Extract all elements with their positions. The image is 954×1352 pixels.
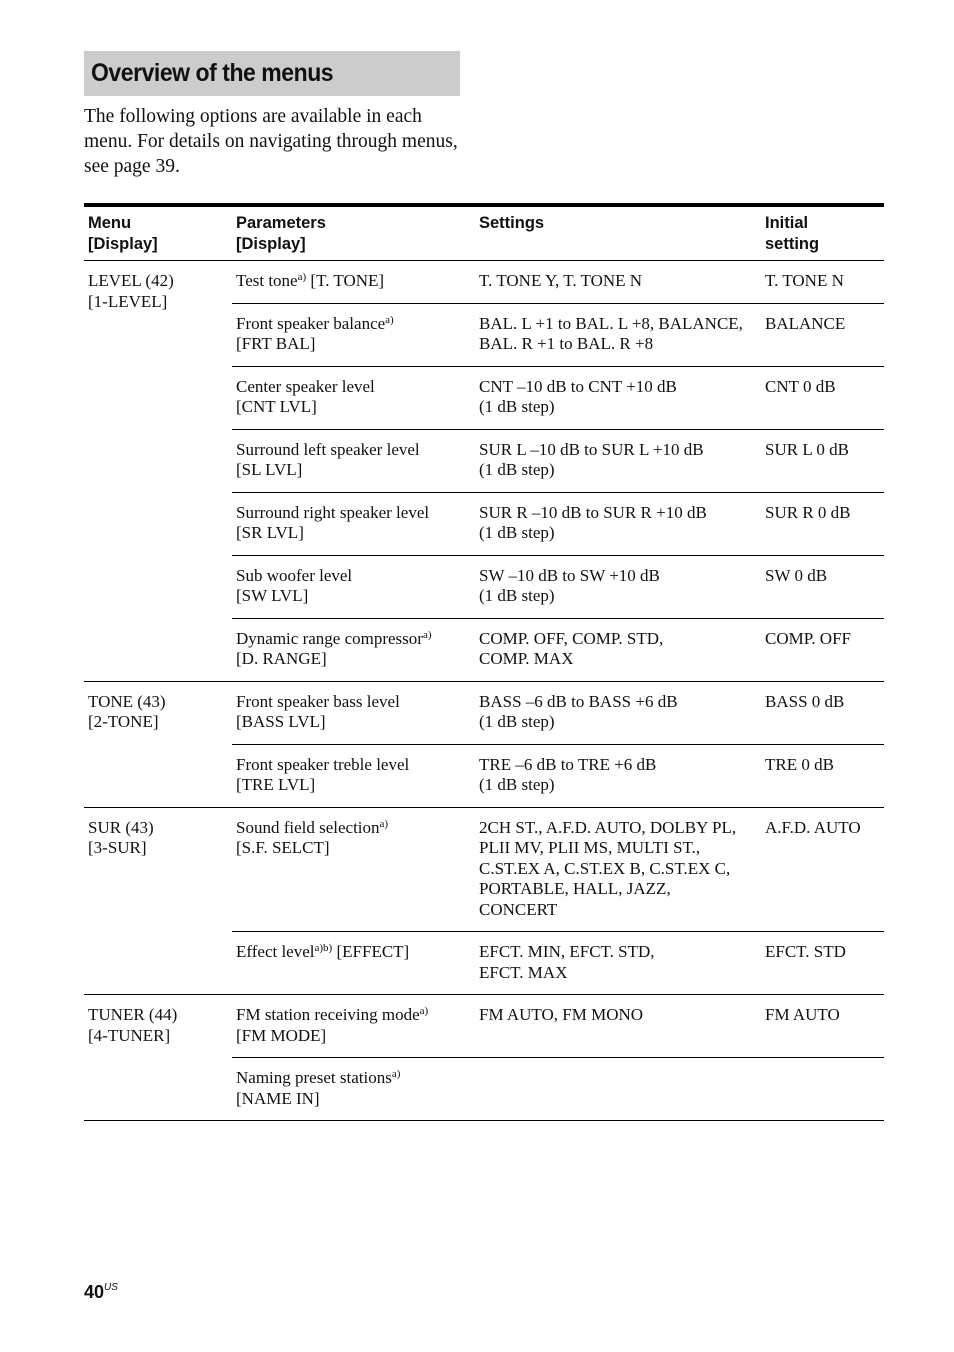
table-row	[84, 681, 884, 744]
settings-cell: COMP. OFF, COMP. STD, COMP. MAX	[475, 618, 761, 681]
page-number: $40^{US}$	[84, 1282, 118, 1302]
settings-cell: FM AUTO, FM MONO	[475, 995, 761, 1058]
footnote-marker: a)	[379, 817, 389, 830]
parameter-cell: FM station receiving mode$^{a)}$ [FM MODE]	[232, 995, 475, 1058]
parameter-cell: Surround right speaker level [SR LVL]	[232, 492, 475, 555]
menu-cell: TUNER (44) [4-TUNER]	[84, 995, 232, 1121]
initial-setting-cell	[761, 1058, 884, 1121]
header-parameters: Parameters [Display]	[236, 214, 326, 253]
parameter-cell: Dynamic range compressor$^{a)}$ [D. RANGE]	[232, 618, 475, 681]
menu-cell: TONE (43) [2-TONE]	[84, 681, 232, 807]
footnote-marker: a)	[385, 313, 394, 326]
settings-cell: SUR R –10 dB to SUR R +10 dB (1 dB step)	[475, 492, 761, 555]
parameter-cell: Effect level$^{a)b)}$ [EFFECT]	[232, 932, 475, 995]
header-initial-setting: Initial setting	[765, 214, 820, 253]
settings-cell: SW –10 dB to SW +10 dB (1 dB step)	[475, 555, 761, 618]
footnote-marker: a)b)	[314, 942, 333, 954]
menu-overview-table	[84, 203, 884, 1121]
table-body	[84, 261, 884, 1121]
footnote-marker: a)	[391, 1068, 401, 1080]
parameter-cell: Naming preset stations$^{a)}$ [NAME IN]	[232, 1058, 475, 1121]
initial-setting-cell: COMP. OFF	[761, 618, 884, 681]
settings-cell: SUR L –10 dB to SUR L +10 dB (1 dB step)	[475, 429, 761, 492]
settings-cell: T. TONE Y, T. TONE N	[475, 261, 761, 304]
footnote-marker: a)	[422, 628, 432, 641]
initial-setting-cell: TRE 0 dB	[761, 744, 884, 807]
initial-setting-cell: A.F.D. AUTO	[761, 807, 884, 932]
settings-cell: BASS –6 dB to BASS +6 dB (1 dB step)	[475, 681, 761, 744]
intro-paragraph: The following options are available in each menu. For details on navigating through menus, see page 39.	[84, 106, 458, 177]
settings-cell: CNT –10 dB to CNT +10 dB (1 dB step)	[475, 366, 761, 429]
settings-cell: TRE –6 dB to TRE +6 dB (1 dB step)	[475, 744, 761, 807]
initial-setting-cell: SUR R 0 dB	[761, 492, 884, 555]
section-title: Overview of the menus	[84, 51, 460, 96]
settings-cell: EFCT. MIN, EFCT. STD, EFCT. MAX	[475, 932, 761, 995]
parameter-cell: Front speaker treble level [TRE LVL]	[232, 744, 475, 807]
initial-setting-cell: SUR L 0 dB	[761, 429, 884, 492]
initial-setting-cell: FM AUTO	[761, 995, 884, 1058]
initial-setting-cell: BALANCE	[761, 303, 884, 366]
initial-setting-cell: SW 0 dB	[761, 555, 884, 618]
table-row	[84, 807, 884, 932]
parameter-cell: Front speaker balance$^{a)}$ [FRT BAL]	[232, 303, 475, 366]
initial-setting-cell: EFCT. STD	[761, 932, 884, 995]
table-row	[84, 261, 884, 304]
parameter-cell: Sound field selection$^{a)}$ [S.F. SELCT]	[232, 807, 475, 932]
footnote-marker: a)	[297, 271, 307, 283]
initial-setting-cell: BASS 0 dB	[761, 681, 884, 744]
parameter-cell: Front speaker bass level [BASS LVL]	[232, 681, 475, 744]
menu-cell: LEVEL (42) [1-LEVEL]	[84, 261, 232, 682]
initial-setting-cell: CNT 0 dB	[761, 366, 884, 429]
table-header-row	[84, 205, 884, 261]
initial-setting-cell: T. TONE N	[761, 261, 884, 304]
header-settings: Settings	[479, 214, 545, 232]
header-menu: Menu [Display]	[88, 214, 158, 253]
parameter-cell: Center speaker level [CNT LVL]	[232, 366, 475, 429]
footnote-marker: a)	[419, 1005, 429, 1017]
settings-cell: 2CH ST., A.F.D. AUTO, DOLBY PL, PLII MV, PLII MS, MULTI ST., C.ST.EX A, C.ST.EX B, C.ST.EX C, PORTABLE, HALL, JAZZ, CONCERT	[475, 807, 761, 932]
settings-cell	[475, 1058, 761, 1121]
table-row	[84, 995, 884, 1058]
menu-cell: SUR (43) [3-SUR]	[84, 807, 232, 995]
parameter-cell: Surround left speaker level [SL LVL]	[232, 429, 475, 492]
parameter-cell: Sub woofer level [SW LVL]	[232, 555, 475, 618]
settings-cell: BAL. L +1 to BAL. L +8, BALANCE, BAL. R +1 to BAL. R +8	[475, 303, 761, 366]
parameter-cell: Test tone$^{a)}$ [T. TONE]	[232, 261, 475, 304]
